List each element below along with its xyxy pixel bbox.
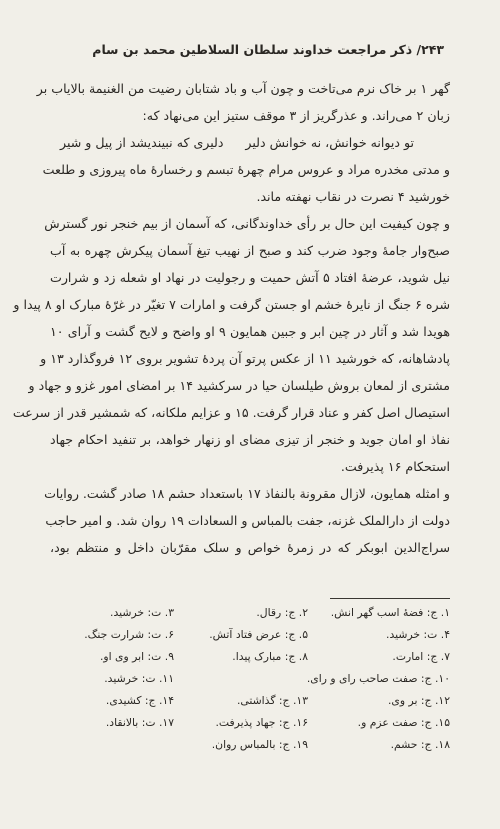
footnote: ۶. ت: شرارت جنگ.: [84, 628, 174, 641]
text-line: و چون کیفیت این حال بر رأی خداوندگانی، که آسمان از بیم خنجر نور گسترش: [44, 216, 450, 231]
footnote: ۱۰. ج: صفت صاحب رای و رای.: [306, 672, 450, 685]
footnote: ۱۴. ج: کشیدی.: [105, 694, 174, 707]
footnote-row: [50, 712, 450, 734]
footnote-row: [50, 734, 450, 756]
footnote-row: [50, 646, 450, 668]
text-line: شره ۶ جنگ از نایرهٔ خشم او جستن گرفت و امارات ۷ تغیّر در غرّهٔ مبارک او ۸ پیدا و: [13, 297, 450, 312]
running-header: ۲۴۳/ ذکر مراجعت خداوند سلطان السلاطین محمد بن سام: [92, 42, 444, 57]
text-line: زبان ۲ می‌راند. و عذرگریز از ۳ موقف ستیز این می‌نهاد که:: [142, 108, 450, 123]
footnote: ۱۷. ت: بالانقاد.: [105, 716, 174, 729]
footnote: ۱۵. ج: صفت عزم و.: [357, 716, 450, 729]
footnote: ۱۱. ت: خرشید.: [104, 672, 174, 685]
text-line: استیصال اصل کفر و عناد قرار گرفت. ۱۵ و عزایم ملکانه، که شمشیر قدر از سرعت: [12, 405, 450, 420]
footnote: ۱۳. ج: گذاشتی.: [236, 694, 308, 707]
text-line: و مدتی مخدره مراد و عروس مرام چهرهٔ تبسم و رخسارهٔ ماه پیروزی و طلعت: [42, 162, 450, 177]
footnote: ۱۲. ج: بر وی.: [387, 694, 450, 707]
text-line: سراج‌الدین ابوبکر که در زمرهٔ خواص و سلک مقرّبان داخل و منتظم بود،: [50, 540, 450, 555]
footnote-row: [50, 668, 450, 690]
text-line: مشتری از لمعان بروش طیلسان حیا در سرکشید ۱۴ بر امضای امور غزو و جهاد و: [28, 378, 450, 393]
footnote: ۵. ج: عرض فتاد آتش.: [209, 628, 308, 641]
verse: [50, 129, 450, 156]
footnote: ۴. ت: خرشید.: [386, 628, 450, 641]
footnote: ۹. ت: ابر وی او.: [99, 650, 174, 663]
text-line: گهر ۱ بر خاک نرم می‌تاخت و چون آب و باد شتابان رضیت من الغنیمة بالایاب بر: [36, 81, 450, 96]
text-line: نیل شوید، عرضهٔ افتاد ۵ آتش حمیت و رجولیت در نهاد او شعله زد و شرارت: [50, 270, 450, 285]
footnote: ۱۸. ج: حشم.: [390, 738, 450, 751]
footnote: ۲. ج: رقال.: [256, 606, 308, 619]
footnote: ۳. ت: خرشید.: [110, 606, 174, 619]
text-line: نفاذ او امان جوید و خنجر از تیزی مضای او زنهار خواهد، بر تنفید احکام جهاد: [50, 432, 450, 447]
footnote-row: [50, 690, 450, 712]
text-line: پادشاهانه، که خورشید ۱۱ از عکس پرتو آن پردهٔ تشویر بروی ۱۲ فروگذارد ۱۳ و: [40, 351, 450, 366]
footnote: ۱. ج: فضهٔ اسب گهر انش.: [330, 606, 450, 619]
text-line: خورشید ۴ نصرت در نقاب نهفته ماند.: [256, 189, 450, 204]
main-text: [12, 75, 450, 561]
text-line: صبح‌وار جامهٔ وجود ضرب کند و صبح از نهیب تیغ آسمان پیکرش چهره به آب: [50, 243, 450, 258]
footnote: ۷. ج: امارت.: [392, 650, 450, 663]
footnote-row: [50, 602, 450, 624]
footnote: ۱۹. ج: بالمباس روان.: [211, 738, 308, 751]
footnotes: [50, 602, 450, 756]
verse-hemistich-2: دلیری که نبیندیشد از پیل و شیر: [60, 135, 224, 150]
text-line: هویدا شد و آثار در چین ابر و جبین همایون ۹ او واضح و لایح گشت و آرای ۱۰: [50, 324, 450, 339]
verse-hemistich-1: تو دیوانه خوانش، نه خوانش دلیر: [245, 135, 414, 150]
footnote-row: [50, 624, 450, 646]
footnote-rule: [330, 598, 450, 599]
text-line: و امثله همایون، لازال مقرونة بالنفاذ ۱۷ باستعداد حشم ۱۸ صادر گشت. روایات: [44, 486, 450, 501]
footnote: ۱۶. ج: جهاد پذیرفت.: [215, 716, 308, 729]
footnote: ۸. ج: مبارک پیدا.: [232, 650, 308, 663]
text-line: استحکام ۱۶ پذیرفت.: [340, 459, 450, 474]
text-line: دولت از دارالملک غزنه، جفت بالمباس و السعادات ۱۹ روان شد. و امیر حاجب: [45, 513, 450, 528]
